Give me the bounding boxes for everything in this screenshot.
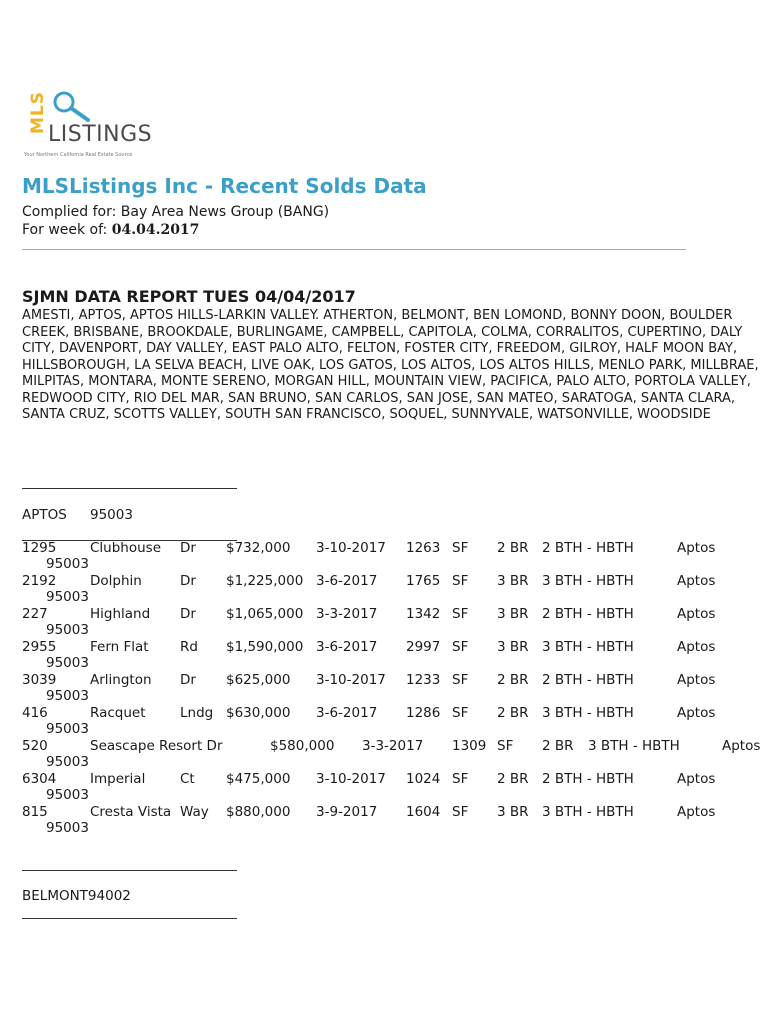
week-label: For week of: <box>22 222 112 238</box>
sale-date: 3-9-2017 <box>316 804 378 820</box>
sale-date: 3-6-2017 <box>316 705 378 721</box>
section-top-rule <box>22 870 237 871</box>
sale-bathrooms: 3 BTH - HBTH <box>542 804 634 820</box>
sale-zip: 95003 <box>46 556 89 572</box>
sale-street-number: 815 <box>22 804 48 820</box>
sale-sqft-unit: SF <box>452 573 469 589</box>
sale-street-name: Highland <box>90 606 151 622</box>
sale-sqft: 1342 <box>406 606 441 622</box>
sale-street-name: Racquet <box>90 705 146 721</box>
sale-price: $475,000 <box>226 771 291 787</box>
sale-bathrooms: 3 BTH - HBTH <box>588 738 680 754</box>
sale-zip: 95003 <box>46 787 89 803</box>
sale-city: Aptos <box>677 639 716 655</box>
city-list: AMESTI, APTOS, APTOS HILLS-LARKIN VALLEY. ATHERTON, BELMONT, BEN LOMOND, BONNY DOON, BOULDER CREEK, BRISBANE, BROOKDALE, BURLINGAME, CAMPBELL, CAPITOLA, COLMA, CORRALITOS, CUPERTINO, DALY CITY, DAVENPORT, DAY VALLEY, EAST PALO ALTO, FELTON, FOSTER CITY, FREEDOM, GILROY, HALF MOON BAY, HILLSBOROUGH, LA SELVA BEACH, LIVE OAK, LOS GATOS, LOS ALTOS, LOS ALTOS HILLS, MENLO PARK, MILLBRAE, MILPITAS, MONTARA, MONTE SERENO, MORGAN HILL, MOUNTAIN VIEW, PACIFICA, PALO ALTO, PORTOLA VALLEY, REDWOOD CITY, RIO DEL MAR, SAN BRUNO, SAN CARLOS, SAN JOSE, SAN MATEO, SARATOGA, SANTA CLARA, SANTA CRUZ, SCOTTS VALLEY, SOUTH SAN FRANCISCO, SOQUEL, SUNNYVALE, WATSONVILLE, WOODSIDE <box>22 308 759 422</box>
magnifier-icon <box>50 90 100 124</box>
report-meta <box>22 203 329 239</box>
sale-street-suffix: Dr <box>180 606 196 622</box>
sale-street-name: Cresta Vista <box>90 804 172 820</box>
sale-street-suffix: Lndg <box>180 705 214 721</box>
sale-city: Aptos <box>677 573 716 589</box>
sale-zip: 95003 <box>46 754 89 770</box>
section-top-rule <box>22 488 237 489</box>
section-city-zip: BELMONT94002 <box>22 888 131 904</box>
sale-bathrooms: 2 BTH - HBTH <box>542 606 634 622</box>
page-title: MLSListings Inc - Recent Solds Data <box>22 174 427 198</box>
sale-sqft: 1765 <box>406 573 441 589</box>
sale-street-number: 6304 <box>22 771 57 787</box>
compiled-for: Complied for: Bay Area News Group (BANG) <box>22 204 330 220</box>
sale-street-suffix: Way <box>180 804 209 820</box>
sale-city: Aptos <box>677 672 716 688</box>
sale-city: Aptos <box>677 804 716 820</box>
sale-sqft: 1263 <box>406 540 441 556</box>
sale-street-number: 416 <box>22 705 48 721</box>
sale-street-name: Seascape Resort Dr <box>90 738 223 754</box>
sale-street-suffix: Rd <box>180 639 198 655</box>
section-city: APTOS <box>22 507 67 523</box>
sale-bathrooms: 2 BTH - HBTH <box>542 540 634 556</box>
logo-mls-text: MLS <box>28 91 48 134</box>
sale-price: $880,000 <box>226 804 291 820</box>
sale-sqft-unit: SF <box>452 540 469 556</box>
sale-bedrooms: 3 BR <box>497 804 529 820</box>
week-date: 04.04.2017 <box>111 222 200 238</box>
sale-sqft-unit: SF <box>452 672 469 688</box>
sale-street-number: 2955 <box>22 639 57 655</box>
sale-street-number: 3039 <box>22 672 57 688</box>
sale-street-suffix: Ct <box>180 771 195 787</box>
sale-zip: 95003 <box>46 622 89 638</box>
sale-bathrooms: 3 BTH - HBTH <box>542 705 634 721</box>
sale-sqft-unit: SF <box>497 738 514 754</box>
sale-date: 3-3-2017 <box>362 738 424 754</box>
sale-date: 3-6-2017 <box>316 639 378 655</box>
sale-street-name: Dolphin <box>90 573 142 589</box>
sale-bedrooms: 2 BR <box>497 672 529 688</box>
sale-street-name: Clubhouse <box>90 540 162 556</box>
sale-street-suffix: Dr <box>180 573 196 589</box>
sale-street-number: 1295 <box>22 540 57 556</box>
sale-bathrooms: 2 BTH - HBTH <box>542 672 634 688</box>
sale-sqft-unit: SF <box>452 639 469 655</box>
sale-date: 3-10-2017 <box>316 540 386 556</box>
sale-bathrooms: 3 BTH - HBTH <box>542 639 634 655</box>
sale-zip: 95003 <box>46 688 89 704</box>
sale-price: $1,065,000 <box>226 606 304 622</box>
sale-sqft: 1024 <box>406 771 441 787</box>
sale-date: 3-6-2017 <box>316 573 378 589</box>
sale-bedrooms: 2 BR <box>497 705 529 721</box>
sale-city: Aptos <box>677 540 716 556</box>
week-line <box>22 221 329 239</box>
sale-bathrooms: 2 BTH - HBTH <box>542 771 634 787</box>
section-header-rule <box>22 918 237 919</box>
sale-bedrooms: 2 BR <box>497 540 529 556</box>
sale-city: Aptos <box>677 705 716 721</box>
sale-date: 3-10-2017 <box>316 771 386 787</box>
sale-bathrooms: 3 BTH - HBTH <box>542 573 634 589</box>
sale-street-name: Imperial <box>90 771 146 787</box>
sale-sqft: 1604 <box>406 804 441 820</box>
sale-bedrooms: 3 BR <box>497 606 529 622</box>
sale-zip: 95003 <box>46 820 89 836</box>
sale-sqft: 1286 <box>406 705 441 721</box>
sale-city: Aptos <box>677 606 716 622</box>
sale-zip: 95003 <box>46 655 89 671</box>
sale-street-number: 2192 <box>22 573 57 589</box>
sale-street-suffix: Dr <box>180 672 196 688</box>
sale-zip: 95003 <box>46 721 89 737</box>
sale-price: $625,000 <box>226 672 291 688</box>
sale-street-number: 520 <box>22 738 48 754</box>
sale-sqft: 1309 <box>452 738 487 754</box>
sale-bedrooms: 2 BR <box>497 771 529 787</box>
logo-tagline: Your Northern California Real Estate Source <box>24 152 133 158</box>
mlslistings-logo <box>22 88 152 168</box>
sale-bedrooms: 2 BR <box>542 738 574 754</box>
sale-price: $630,000 <box>226 705 291 721</box>
sale-bedrooms: 3 BR <box>497 639 529 655</box>
sale-sqft-unit: SF <box>452 771 469 787</box>
logo-listings-text: LISTINGS <box>48 122 153 147</box>
sale-city: Aptos <box>677 771 716 787</box>
sale-date: 3-3-2017 <box>316 606 378 622</box>
sale-sqft: 1233 <box>406 672 441 688</box>
report-title: SJMN DATA REPORT TUES 04/04/2017 <box>22 287 356 306</box>
sale-street-name: Fern Flat <box>90 639 149 655</box>
sale-date: 3-10-2017 <box>316 672 386 688</box>
sale-sqft: 2997 <box>406 639 441 655</box>
sale-street-number: 227 <box>22 606 48 622</box>
sale-price: $732,000 <box>226 540 291 556</box>
sale-sqft-unit: SF <box>452 804 469 820</box>
sale-sqft-unit: SF <box>452 606 469 622</box>
sale-zip: 95003 <box>46 589 89 605</box>
sale-price: $580,000 <box>270 738 335 754</box>
header-divider <box>22 249 686 250</box>
sale-street-name: Arlington <box>90 672 152 688</box>
sale-bedrooms: 3 BR <box>497 573 529 589</box>
section-zip: 95003 <box>90 507 133 523</box>
sale-street-suffix: Dr <box>180 540 196 556</box>
sale-price: $1,225,000 <box>226 573 304 589</box>
sale-sqft-unit: SF <box>452 705 469 721</box>
sale-price: $1,590,000 <box>226 639 304 655</box>
sale-city: Aptos <box>722 738 761 754</box>
